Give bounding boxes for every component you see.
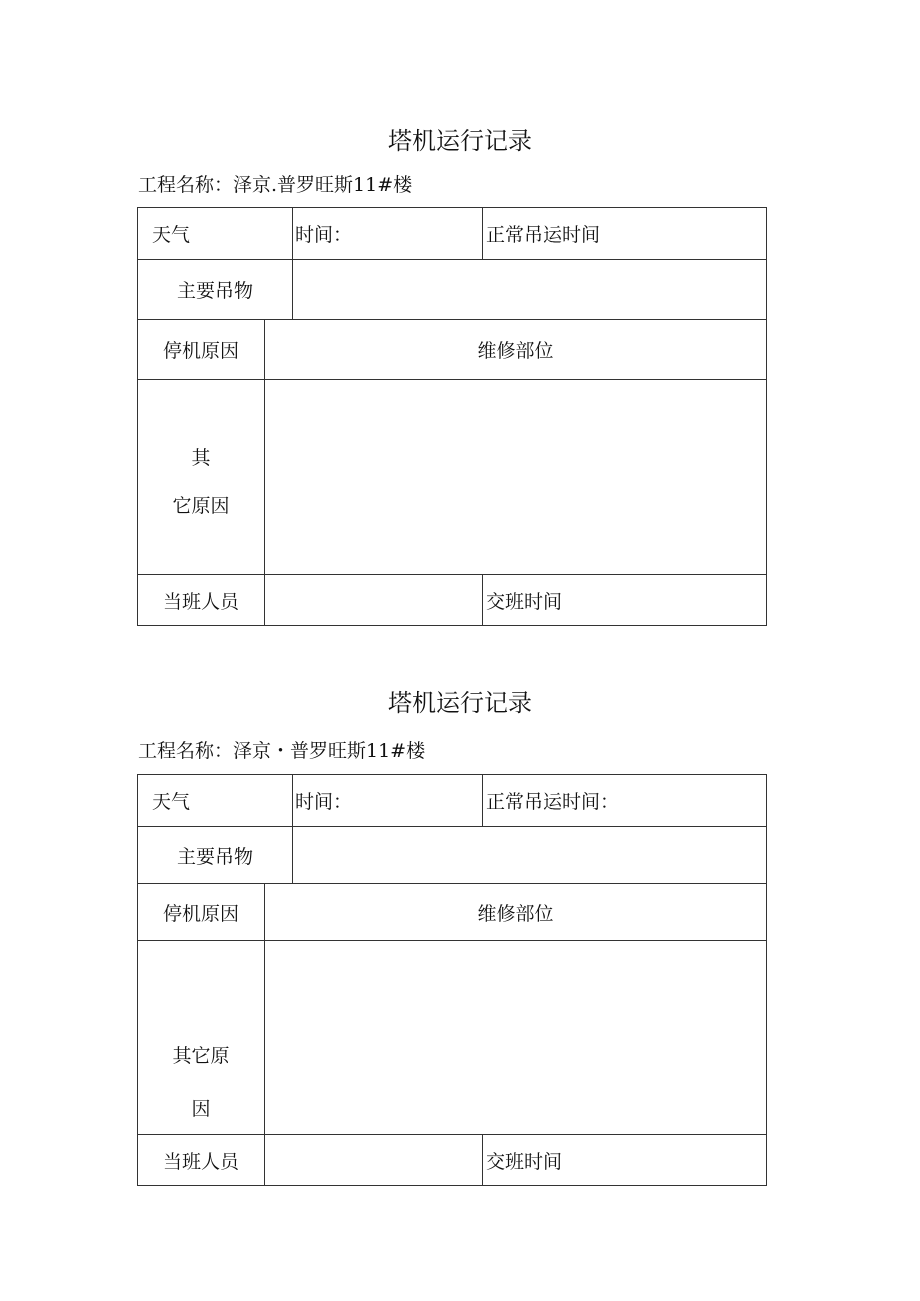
repair-part-label[interactable]: 维修部位 xyxy=(264,884,766,940)
time-label[interactable]: 时间： xyxy=(292,208,482,259)
other-reason-line1: 其 xyxy=(191,447,211,469)
form-2-row-weather xyxy=(138,775,766,827)
handover-time-label[interactable]: 交班时间 xyxy=(482,1135,766,1186)
other-reason-field[interactable] xyxy=(264,941,766,1134)
other-reason-label xyxy=(138,941,264,1134)
handover-time-label[interactable]: 交班时间 xyxy=(482,575,766,626)
on-duty-field[interactable] xyxy=(264,575,482,626)
weather-label: 天气 xyxy=(152,224,191,246)
normal-lift-time-label[interactable]: 正常吊运时间： xyxy=(482,775,766,826)
main-load-label: 主要吊物 xyxy=(176,845,253,868)
form-2-row-other-reason xyxy=(138,941,766,1135)
time-label[interactable]: 时间： xyxy=(292,775,482,826)
normal-lift-time-label[interactable]: 正常吊运时间 xyxy=(482,208,766,259)
main-load-field[interactable] xyxy=(292,260,766,319)
main-load-field[interactable] xyxy=(292,827,766,883)
main-load-label: 主要吊物 xyxy=(176,280,253,302)
form-2-title: 塔机运行记录 xyxy=(388,689,532,717)
other-reason-line2: 因 xyxy=(191,1097,211,1120)
form-1-title: 塔机运行记录 xyxy=(388,127,532,155)
form-1-row-stop-reason xyxy=(138,320,766,380)
form-1-row-weather xyxy=(138,208,766,260)
on-duty-label: 当班人员 xyxy=(162,1151,239,1173)
weather-label: 天气 xyxy=(152,791,191,813)
form-2-row-main-load xyxy=(138,827,766,884)
form-1-project-name: 工程名称：泽京.普罗旺斯11#楼 xyxy=(138,174,413,196)
form-2-row-stop-reason xyxy=(138,884,766,941)
other-reason-label xyxy=(138,380,264,574)
other-reason-line1: 其它原 xyxy=(172,1044,230,1067)
other-reason-field[interactable] xyxy=(264,380,766,574)
form-1-row-other-reason xyxy=(138,380,766,575)
form-2-row-duty xyxy=(138,1135,766,1186)
form-1-table xyxy=(137,207,767,626)
form-1-row-duty xyxy=(138,575,766,626)
on-duty-label: 当班人员 xyxy=(162,591,239,613)
form-2-project-name: 工程名称：泽京・普罗旺斯11#楼 xyxy=(138,740,426,762)
on-duty-field[interactable] xyxy=(264,1135,482,1186)
stop-reason-label: 停机原因 xyxy=(162,340,239,362)
other-reason-line2: 它原因 xyxy=(172,495,230,517)
repair-part-label[interactable]: 维修部位 xyxy=(264,320,766,379)
form-1-row-main-load xyxy=(138,260,766,320)
stop-reason-label: 停机原因 xyxy=(162,902,239,925)
form-2-table xyxy=(137,774,767,1186)
